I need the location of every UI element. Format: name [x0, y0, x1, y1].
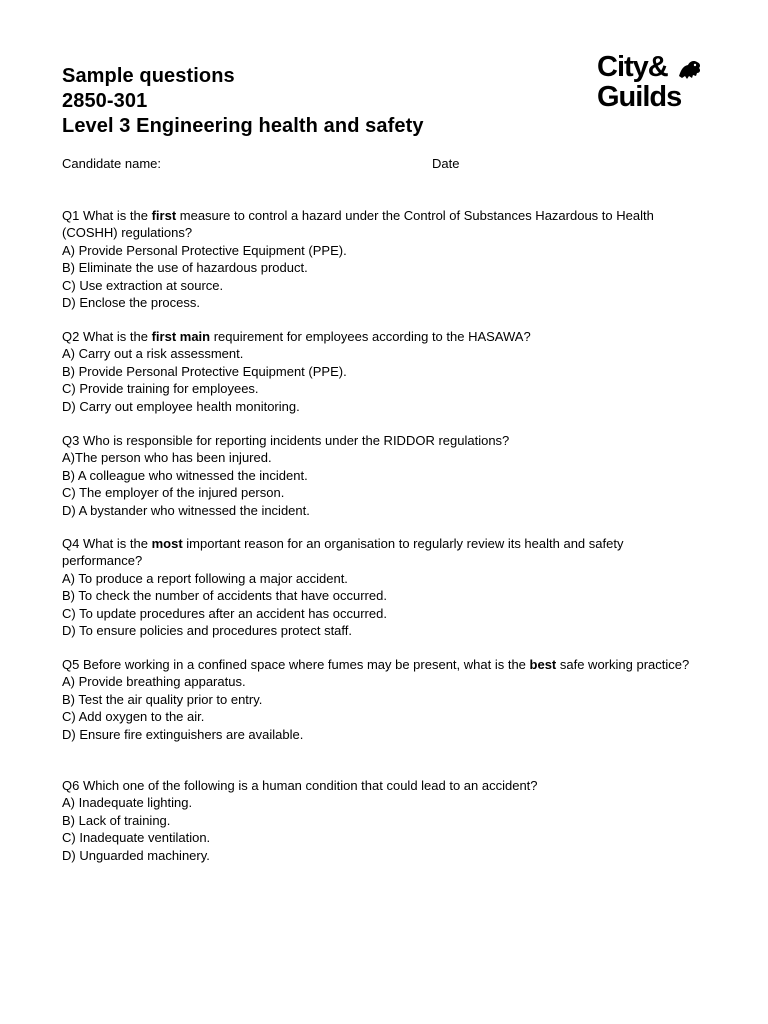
answer-option-c: C) Inadequate ventilation. [62, 830, 211, 846]
answer-option-a: A) Carry out a risk assessment. [62, 346, 244, 362]
question-6 [62, 777, 702, 864]
answer-option-b: B) Test the air quality prior to entry. [62, 691, 263, 707]
answer-option-d: D) Enclose the process. [62, 295, 201, 311]
question-4 [62, 535, 702, 639]
stem-text: Q2 What is the [62, 329, 152, 344]
answer-option-a: A) Provide Personal Protective Equipment (PPE). [62, 242, 347, 258]
logo-line-2: Guilds [597, 81, 682, 113]
answer-option-d: D) A bystander who witnessed the incident. [62, 502, 310, 518]
question-stem [62, 535, 702, 570]
stem-emphasis: most [151, 536, 183, 551]
stem-text: Q6 Which one of the following is a human condition that could lead to an accident? [62, 778, 538, 793]
answer-option-d: D) Unguarded machinery. [62, 847, 210, 863]
title-line-3: Level 3 Engineering health and safety [62, 115, 424, 137]
stem-emphasis: first main [151, 329, 211, 344]
stem-text: safe working practice? [556, 657, 690, 672]
stem-text: Q5 Before working in a confined space where fumes may be present, what is the [62, 657, 530, 672]
question-stem [62, 656, 702, 673]
title-line-1: Sample questions [62, 65, 235, 87]
title-line-2: 2850-301 [62, 90, 148, 112]
stem-text: Q3 Who is responsible for reporting incidents under the RIDDOR regulations? [62, 433, 510, 448]
answer-option-a: A) To produce a report following a major accident. [62, 570, 348, 586]
answer-option-a: A) Inadequate lighting. [62, 795, 193, 811]
answer-option-d: D) To ensure policies and procedures protect staff. [62, 623, 353, 639]
question-stem [62, 777, 702, 794]
question-stem [62, 432, 702, 449]
stem-text: Q4 What is the [62, 536, 152, 551]
candidate-name-label: Candidate name: [62, 156, 162, 171]
answer-option-d: D) Ensure fire extinguishers are available. [62, 726, 304, 742]
answer-option-c: C) Provide training for employees. [62, 381, 259, 397]
lion-icon [675, 56, 703, 84]
logo-line-1: City& [597, 51, 668, 83]
answer-option-b: B) Provide Personal Protective Equipment (PPE). [62, 363, 347, 379]
answer-option-c: C) The employer of the injured person. [62, 485, 285, 501]
question-2 [62, 328, 702, 415]
document-title [62, 64, 542, 139]
stem-emphasis: first [151, 208, 177, 223]
answer-option-c: C) To update procedures after an accident has occurred. [62, 605, 387, 621]
answer-option-a: A)The person who has been injured. [62, 450, 272, 466]
answer-option-b: B) A colleague who witnessed the incident. [62, 467, 308, 483]
answer-option-d: D) Carry out employee health monitoring. [62, 398, 300, 414]
question-1 [62, 207, 702, 311]
stem-text: requirement for employees according to the HASAWA? [210, 329, 531, 344]
answer-option-b: B) To check the number of accidents that have occurred. [62, 588, 387, 604]
stem-text: Q1 What is the [62, 208, 152, 223]
answer-option-c: C) Use extraction at source. [62, 277, 224, 293]
answer-option-b: B) Lack of training. [62, 812, 171, 828]
stem-text: important reason for an organisation to regularly review its health and safety performance? [62, 536, 624, 569]
answer-option-a: A) Provide breathing apparatus. [62, 674, 246, 690]
candidate-info-row [62, 155, 702, 173]
stem-emphasis: best [529, 657, 557, 672]
answer-option-b: B) Eliminate the use of hazardous product. [62, 260, 308, 276]
question-5 [62, 656, 702, 743]
question-3 [62, 432, 702, 519]
question-stem [62, 328, 702, 345]
question-stem [62, 207, 702, 242]
answer-option-c: C) Add oxygen to the air. [62, 709, 205, 725]
stem-text: measure to control a hazard under the Control of Substances Hazardous to Health (COSHH) regulations? [62, 208, 654, 241]
date-label: Date [432, 156, 460, 171]
